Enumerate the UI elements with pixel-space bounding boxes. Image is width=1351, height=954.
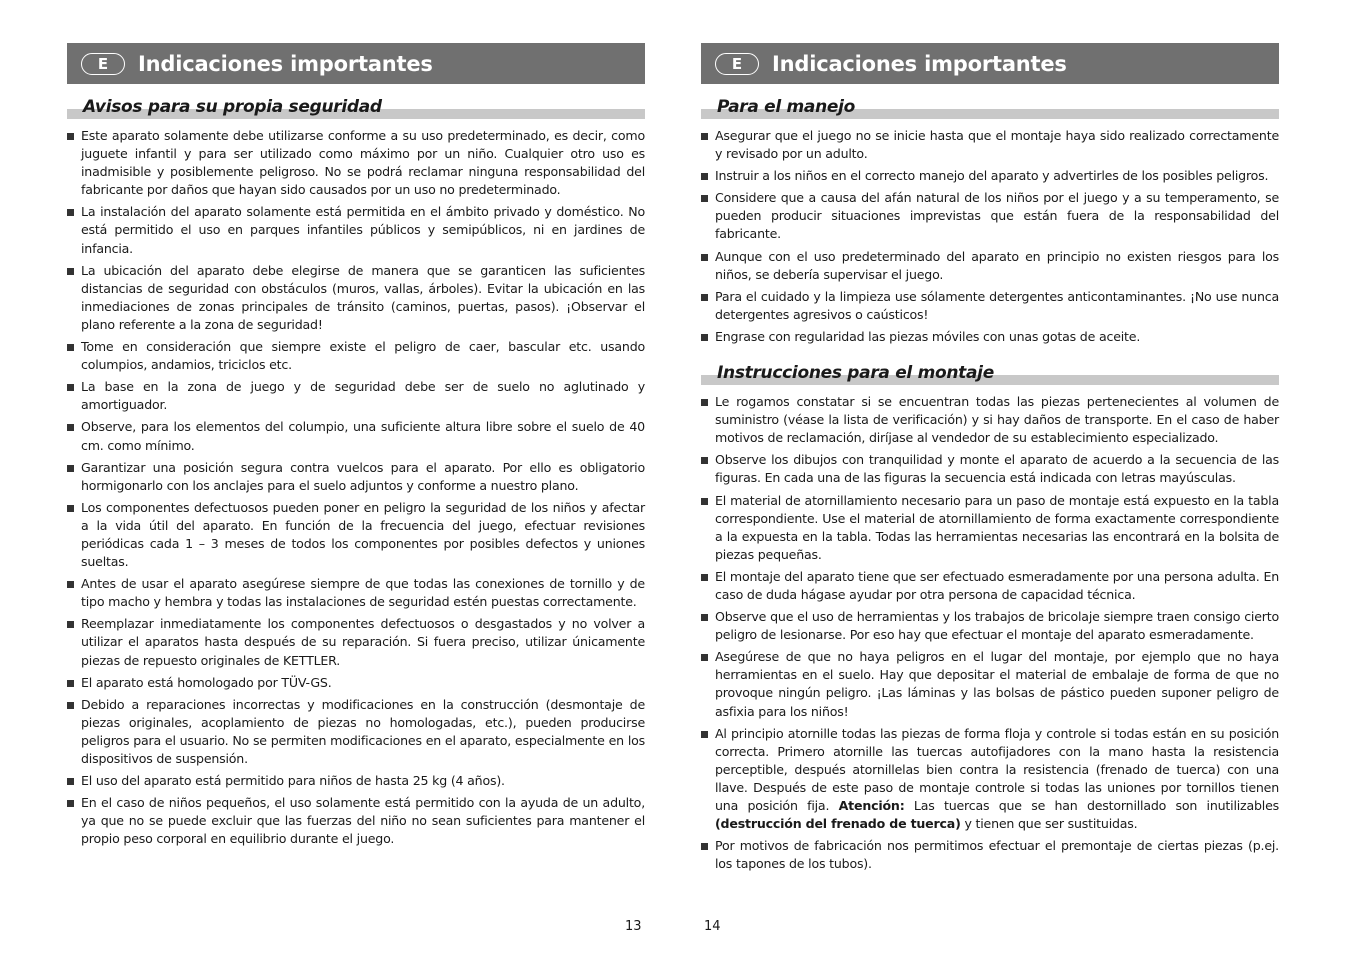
- handling-list: [701, 127, 1279, 346]
- square-bullet-icon: [701, 498, 708, 505]
- list-item: Observe que el uso de herramientas y los trabajos de bricolaje siempre traen consigo cierto peligro de lesionarse. Por eso hay que efectuar el montaje del aparato esmeradamente.: [701, 608, 1279, 644]
- assembly-list-extra: [701, 725, 1279, 874]
- section-title-assembly: Instrucciones para el montaje: [701, 365, 1279, 386]
- square-bullet-icon: [67, 209, 74, 216]
- list-item: Asegúrese de que no haya peligros en el lugar del montaje, por ejemplo que no haya herramientas en el suelo. Hay que depositar el material de embalaje de forma de que no provoque ningún peligro. ¡Las láminas y las bolsas de pástico pueden suponer peligro de asfixia para los niños!: [701, 648, 1279, 720]
- square-bullet-icon: [701, 399, 708, 406]
- square-bullet-icon: [701, 654, 708, 661]
- list-item: Para el cuidado y la limpieza use sólamente detergentes anticontaminantes. ¡No use nunca detergentes agresivos o caústicos!: [701, 288, 1279, 324]
- square-bullet-icon: [701, 843, 708, 850]
- list-item: Engrase con regularidad las piezas móviles con unas gotas de aceite.: [701, 328, 1279, 346]
- square-bullet-icon: [701, 614, 708, 621]
- list-item: Asegurar que el juego no se inicie hasta que el montaje haya sido realizado correctamente y revisado por un adulto.: [701, 127, 1279, 163]
- square-bullet-icon: [701, 195, 708, 202]
- list-item: Le rogamos constatar si se encuentran todas las piezas pertenecientes al volumen de suministro (véase la lista de verificación) y si hay daños de transporte. En el caso de haber motivos de reclamación, diríjase al vendedor de su establecimiento especializado.: [701, 393, 1279, 447]
- square-bullet-icon: [701, 574, 708, 581]
- attention-label: Atención:: [838, 798, 905, 813]
- section-title-safety: Avisos para su propia seguridad: [67, 99, 645, 120]
- assembly-list: [701, 393, 1279, 721]
- header-title: Indicaciones importantes: [138, 51, 433, 76]
- square-bullet-icon: [67, 778, 74, 785]
- left-page: [67, 43, 645, 852]
- list-item: Garantizar una posición segura contra vuelcos para el aparato. Por ello es obligatorio hormigonarlo con los anclajes para el suelo adjuntos y conforme a nuestro plano.: [67, 459, 645, 495]
- list-item: Observe los dibujos con tranquilidad y monte el aparato de acuerdo a la secuencia de las figuras. En cada una de las figuras la secuencia está indicada con letras mayúsculas.: [701, 451, 1279, 487]
- square-bullet-icon: [701, 731, 708, 738]
- square-bullet-icon: [67, 424, 74, 431]
- list-item: Observe, para los elementos del columpio, una suficiente altura libre sobre el suelo de 40 cm. como mínimo.: [67, 418, 645, 454]
- right-page: [701, 43, 1279, 877]
- square-bullet-icon: [67, 621, 74, 628]
- square-bullet-icon: [67, 268, 74, 275]
- list-item: Tome en consideración que siempre existe el peligro de caer, bascular etc. usando columpios, andamios, triciclos etc.: [67, 338, 645, 374]
- language-badge: E: [81, 53, 125, 75]
- right-header: [701, 43, 1279, 84]
- list-item: Instruir a los niños en el correcto manejo del aparato y advertirles de los posibles peligros.: [701, 167, 1279, 185]
- page-number-right: 14: [704, 919, 721, 934]
- square-bullet-icon: [701, 254, 708, 261]
- square-bullet-icon: [701, 334, 708, 341]
- list-item: Debido a reparaciones incorrectas y modificaciones en la construcción (desmontaje de piezas originales, acoplamiento de piezas no homologadas, etc.), pueden producirse peligros para el usuario. No se permiten modificaciones en el aparato, especialmente en los dispositivos de suspensión.: [67, 696, 645, 768]
- square-bullet-icon: [701, 133, 708, 140]
- list-item: Al principio atornille todas las piezas de forma floja y controle si todas están en su posición correcta. Primero atornille las tuercas autofijadores con la mano hasta la resistencia perceptible, después atornillelas bien contra la resistencia (frenado de tuerca) con una llave. Después de este paso de montaje controle si todas las uniones por tornillos tienen una posición fija. Atención: Las tuercas que se han destornillado son inutilizables (destrucción del frenado de tuerca) y tienen que ser sustituidas.: [701, 725, 1279, 834]
- square-bullet-icon: [67, 465, 74, 472]
- list-item: El montaje del aparato tiene que ser efectuado esmeradamente por una persona adulta. En caso de duda hágase ayudar por otra persona de capacidad técnica.: [701, 568, 1279, 604]
- list-item: La instalación del aparato solamente está permitida en el ámbito privado y doméstico. No está permitido el uso en parques infantiles públicos y semipúblicos, ni en jardines de infancia.: [67, 203, 645, 257]
- safety-list: [67, 127, 645, 848]
- square-bullet-icon: [67, 680, 74, 687]
- square-bullet-icon: [701, 294, 708, 301]
- section-title-handling: Para el manejo: [701, 99, 1279, 120]
- square-bullet-icon: [67, 581, 74, 588]
- square-bullet-icon: [701, 457, 708, 464]
- square-bullet-icon: [67, 344, 74, 351]
- list-item: El uso del aparato está permitido para niños de hasta 25 kg (4 años).: [67, 772, 645, 790]
- list-item: La base en la zona de juego y de seguridad debe ser de suelo no aglutinado y amortiguador.: [67, 378, 645, 414]
- page-number-left: 13: [625, 919, 642, 934]
- list-item: El material de atornillamiento necesario para un paso de montaje está expuesto en la tabla correspondiente. Use el material de atornillamiento de forma exactamente correspondiente a la expuesta en la tabla. Todas las herramientas necesarias las encontrará en la bolsita de piezas pequeñas.: [701, 492, 1279, 564]
- list-item: Este aparato solamente debe utilizarse conforme a su uso predeterminado, es decir, como juguete infantil y para ser utilizado como máximo por un niño. Cualquier otro uso es inadmisible y posiblemente peligroso. No se podrá reclamar ninguna responsabilidad del fabricante por daños que hayan sido causados por un uso no predeterminado.: [67, 127, 645, 199]
- square-bullet-icon: [701, 173, 708, 180]
- list-item: El aparato está homologado por TÜV-GS.: [67, 674, 645, 692]
- list-item: Reemplazar inmediatamente los componentes defectuosos o desgastados y no volver a utilizar el aparatos hasta después de su reparación. Si fuera preciso, utilizar únicamente piezas de repuesto originales de KETTLER.: [67, 615, 645, 669]
- left-header: [67, 43, 645, 84]
- list-item: Por motivos de fabricación nos permitimos efectuar el premontaje de ciertas piezas (p.ej. los tapones de los tubos).: [701, 837, 1279, 873]
- square-bullet-icon: [67, 505, 74, 512]
- square-bullet-icon: [67, 384, 74, 391]
- square-bullet-icon: [67, 702, 74, 709]
- list-item: Los componentes defectuosos pueden poner en peligro la seguridad de los niños y afectar a la vida útil del aparato. En función de la frecuencia del juego, efectuar revisiones periódicas cada 1 – 3 meses de todos los componentes por posibles defectos y uniones sueltas.: [67, 499, 645, 571]
- language-badge: E: [715, 53, 759, 75]
- square-bullet-icon: [67, 133, 74, 140]
- list-item: En el caso de niños pequeños, el uso solamente está permitido con la ayuda de un adulto, ya que no se puede excluir que las fuerzas del niño no sean suficientes para mantener el propio peso corporal en equilibrio durante el juego.: [67, 794, 645, 848]
- list-item: Antes de usar el aparato asegúrese siempre de que todas las conexiones de tornillo y de tipo macho y hembra y todas las instalaciones de seguridad estén puestas correctamente.: [67, 575, 645, 611]
- list-item: Considere que a causa del afán natural de los niños por el juego y a su temperamento, se pueden producir situaciones imprevistas que están fuera de la responsabilidad del fabricante.: [701, 189, 1279, 243]
- list-item: Aunque con el uso predeterminado del aparato en principio no existen riesgos para los niños, se debería supervisar el juego.: [701, 248, 1279, 284]
- square-bullet-icon: [67, 800, 74, 807]
- header-title: Indicaciones importantes: [772, 51, 1067, 76]
- list-item: La ubicación del aparato debe elegirse de manera que se garanticen las suficientes distancias de seguridad con obstáculos (muros, vallas, árboles). Evitar la ubicación en las inmediaciones de zonas principales de tránsito (caminos, puertas, pasos). ¡Observar el plano referente a la zona de seguridad!: [67, 262, 645, 334]
